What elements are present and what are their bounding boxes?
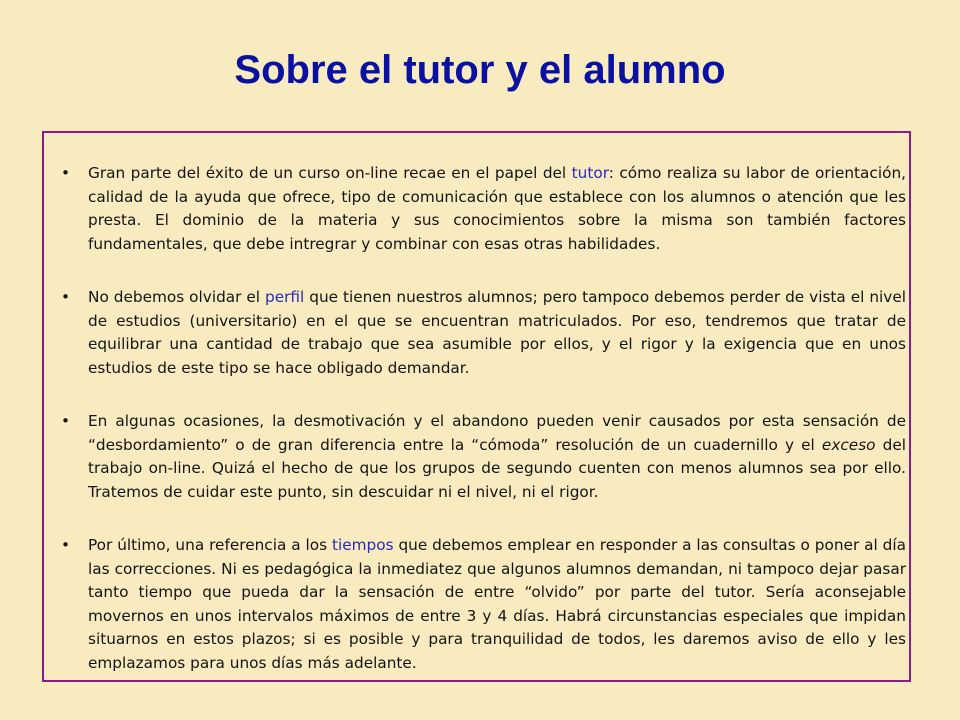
bullet-text: que tienen nuestros alumnos; pero tampoco debemos perder de vista el nivel de estudios (universitario) en el que se encuentran matriculados. Por eso, tendremos que tratar de equilibrar una cantidad de trabajo que sea asumible por ellos, y el rigor y la exigencia que en unos estudios de este tipo se hace obligado demandar. [88,288,906,377]
bullet-text: : cómo realiza su labor de orientación, calidad de la ayuda que ofrece, tipo de comunicación que establece con los alumnos o atención que les presta. El dominio de la materia y sus conocimientos sobre la misma son también factores fundamentales, que debe intregrar y combinar con esas otras habilidades. [88,164,907,253]
bullet-item-desmotivacion [44,410,906,504]
keyword-perfil: perfil [265,288,305,306]
bullet-text: del trabajo on-line. Quizá el hecho de que los grupos de segundo cuenten con menos alumnos sea por ello. Tratemos de cuidar este punto, sin descuidar ni el nivel, ni el rigor. [88,435,906,501]
italic-exceso: exceso [821,435,876,454]
keyword-tutor: tutor [571,164,609,182]
bullet-item-tutor [44,162,906,256]
bullet-item-perfil [44,286,906,380]
bullet-icon: • [61,536,71,554]
bullet-item-tiempos [44,534,906,675]
keyword-tiempos: tiempos [331,536,394,554]
bullet-text: No debemos olvidar el [88,288,265,306]
slide-title: Sobre el tutor y el alumno [234,48,726,92]
bullet-text: que debemos emplear en responder a las consultas o poner al día las correcciones. Ni es pedagógica la inmediatez que algunos alumnos demandan, ni tampoco dejar pasar tanto tiempo que pueda dar la sensación de entre “olvido” por parte del tutor. Sería aconsejable movernos en unos intervalos máximos de entre 3 y 4 días. Habrá circunstancias especiales que impidan situarnos en estos plazos; si es posible y para tranquilidad de todos, les daremos aviso de ello y les emplazamos para unos días más adelante. [88,536,906,672]
bullet-text: En algunas ocasiones, la desmotivación y el abandono pueden venir causados por esta sensación de “desbordamiento” o de gran diferencia entre la “cómoda” resolución de un cuadernillo y el [88,412,906,454]
bullet-list [44,162,906,705]
bullet-text: Gran parte del éxito de un curso on-line recae en el papel del [88,164,572,182]
bullet-icon: • [61,412,71,430]
bullet-icon: • [61,164,71,182]
bullet-text: Por último, una referencia a los [88,536,332,554]
bullet-icon: • [61,288,71,306]
